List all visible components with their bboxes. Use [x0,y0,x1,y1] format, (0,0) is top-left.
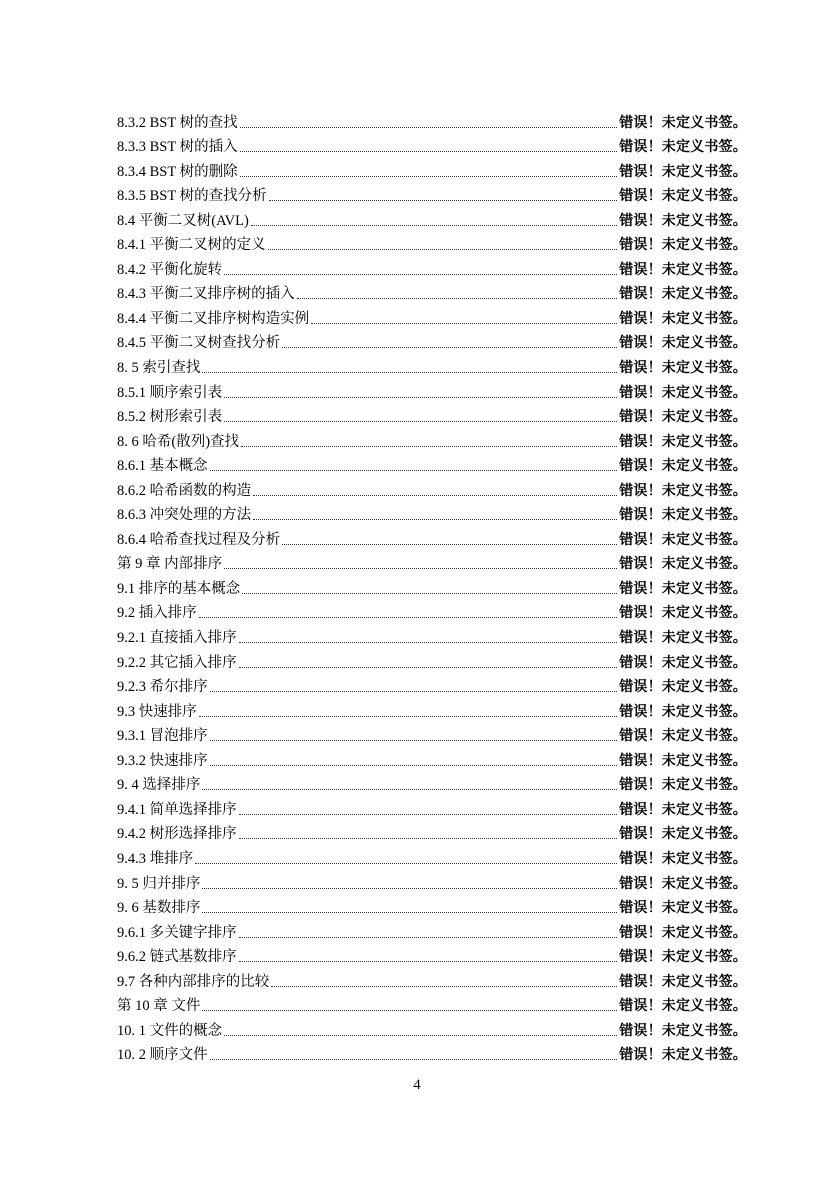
toc-entry-page-ref: 错误！未定义书签。 [619,482,747,499]
toc-entry-page-ref: 错误！未定义书签。 [619,826,747,843]
toc-entry-title: 9.2.3 希尔排序 [117,679,208,696]
toc-entry-title: 8.6.3 冲突处理的方法 [117,507,252,524]
toc-entry-title: 第 9 章 内部排序 [117,556,223,573]
toc-entry-page-ref: 错误！未定义书签。 [619,654,747,671]
toc-dot-leader [240,151,618,152]
toc-dot-leader [202,888,617,889]
toc-dot-leader [239,667,618,668]
toc-entry-page-ref: 错误！未定义书签。 [619,703,747,720]
toc-dot-leader [210,740,618,741]
toc-entry[interactable] [117,549,747,574]
toc-entry-title: 第 10 章 文件 [117,998,201,1015]
toc-entry-title: 8.3.3 BST 树的插入 [117,139,238,156]
toc-dot-leader [239,814,618,815]
toc-entry-title: 8.6.1 基本概念 [117,458,208,475]
toc-entry-page-ref: 错误！未定义书签。 [619,1047,747,1064]
toc-entry[interactable] [117,377,747,402]
toc-entry[interactable] [117,917,747,942]
toc-dot-leader [210,691,618,692]
toc-entry-page-ref: 错误！未定义书签。 [619,630,747,647]
toc-dot-leader [210,470,618,471]
toc-dot-leader [202,372,617,373]
toc-dot-leader [239,838,618,839]
toc-entry-page-ref: 错误！未定义书签。 [619,900,747,917]
toc-dot-leader [311,323,617,324]
toc-entry-title: 8.3.4 BST 树的删除 [117,163,238,180]
toc-dot-leader [202,789,617,790]
toc-entry-title: 9. 5 归并排序 [117,875,201,892]
toc-entry-title: 9.4.3 堆排序 [117,850,194,867]
toc-entry-title: 10. 2 顺序文件 [117,1047,208,1064]
toc-entry-title: 9.2 插入排序 [117,605,197,622]
toc-entry[interactable] [117,156,747,181]
toc-entry-title: 8. 6 哈希(散列)查找 [117,433,240,450]
toc-entry[interactable] [117,622,747,647]
toc-entry-page-ref: 错误！未定义书签。 [619,801,747,818]
toc-dot-leader [239,961,618,962]
toc-entry[interactable] [117,279,747,304]
toc-entry[interactable] [117,598,747,623]
toc-dot-leader [210,1059,618,1060]
toc-dot-leader [251,225,617,226]
toc-entry[interactable] [117,672,747,697]
toc-entry[interactable] [117,402,747,427]
toc-entry[interactable] [117,1015,747,1040]
toc-entry-page-ref: 错误！未定义书签。 [619,728,747,745]
toc-entry[interactable] [117,205,747,230]
toc-dot-leader [297,298,618,299]
toc-dot-leader [224,274,617,275]
toc-entry-page-ref: 错误！未定义书签。 [619,139,747,156]
toc-entry-title: 8.3.2 BST 树的查找 [117,114,238,131]
toc-entry[interactable] [117,991,747,1016]
toc-entry-title: 9.3 快速排序 [117,703,197,720]
toc-entry-page-ref: 错误！未定义书签。 [619,924,747,941]
toc-entry-page-ref: 错误！未定义书签。 [619,949,747,966]
toc-entry[interactable] [117,942,747,967]
toc-dot-leader [253,519,617,520]
toc-entry-page-ref: 错误！未定义书签。 [619,360,747,377]
toc-dot-leader [224,397,617,398]
toc-entry[interactable] [117,451,747,476]
toc-entry-title: 8.4.3 平衡二叉排序树的插入 [117,286,295,303]
toc-dot-leader [199,617,617,618]
toc-dot-leader [282,544,617,545]
toc-entry-title: 8.5.2 树形索引表 [117,409,223,426]
toc-entry-page-ref: 错误！未定义书签。 [619,384,747,401]
toc-entry[interactable] [117,181,747,206]
toc-dot-leader [239,937,618,938]
toc-entry[interactable] [117,819,747,844]
toc-entry-title: 9.3.1 冒泡排序 [117,728,208,745]
toc-dot-leader [224,568,617,569]
toc-entry[interactable] [117,868,747,893]
toc-entry-page-ref: 错误！未定义书签。 [619,458,747,475]
toc-dot-leader [202,912,617,913]
toc-entry-page-ref: 错误！未定义书签。 [619,409,747,426]
toc-dot-leader [224,1035,617,1036]
toc-entry[interactable] [117,573,747,598]
toc-entry-title: 9.4.1 简单选择排序 [117,801,237,818]
toc-entry-title: 9.7 各种内部排序的比较 [117,973,270,990]
toc-entry-page-ref: 错误！未定义书签。 [619,973,747,990]
toc-entry-page-ref: 错误！未定义书签。 [619,237,747,254]
toc-entry-title: 9.6.1 多关键字排序 [117,924,237,941]
toc-entry-page-ref: 错误！未定义书签。 [619,507,747,524]
toc-entry[interactable] [117,254,747,279]
toc-entry-page-ref: 错误！未定义书签。 [619,433,747,450]
toc-entry[interactable] [117,696,747,721]
toc-entry-page-ref: 错误！未定义书签。 [619,188,747,205]
toc-dot-leader [210,765,618,766]
toc-entry-page-ref: 错误！未定义书签。 [619,777,747,794]
toc-entry-page-ref: 错误！未定义书签。 [619,998,747,1015]
toc-entry-page-ref: 错误！未定义书签。 [619,556,747,573]
toc-entry[interactable] [117,745,747,770]
toc-entry[interactable] [117,107,747,132]
toc-entry-title: 8.4 平衡二叉树(AVL) [117,212,249,229]
toc-entry[interactable] [117,794,747,819]
toc-entry[interactable] [117,352,747,377]
toc-entry-title: 9.1 排序的基本概念 [117,580,241,597]
page-number: 4 [413,1077,421,1093]
toc-entry[interactable] [117,230,747,255]
toc-entry-page-ref: 错误！未定义书签。 [619,261,747,278]
toc-entry-title: 9.4.2 树形选择排序 [117,826,237,843]
toc-entry-page-ref: 错误！未定义书签。 [619,580,747,597]
toc-entry-page-ref: 错误！未定义书签。 [619,310,747,327]
toc-entry[interactable] [117,500,747,525]
toc-dot-leader [240,176,618,177]
toc-entry-title: 9. 4 选择排序 [117,777,201,794]
toc-entry-page-ref: 错误！未定义书签。 [619,605,747,622]
toc-entry-page-ref: 错误！未定义书签。 [619,752,747,769]
toc-entry[interactable] [117,647,747,672]
toc-entry-title: 8.6.4 哈希查找过程及分析 [117,531,281,548]
toc-entry[interactable] [117,966,747,991]
toc-entry-title: 8.3.5 BST 树的查找分析 [117,188,267,205]
toc-dot-leader [241,446,617,447]
toc-entry-title: 8.4.4 平衡二叉排序树构造实例 [117,310,310,327]
toc-entry-title: 8. 5 索引查找 [117,360,201,377]
toc-entry-title: 9.2.2 其它插入排序 [117,654,237,671]
toc-entry-page-ref: 错误！未定义书签。 [619,531,747,548]
toc-dot-leader [282,347,617,348]
toc-entry-page-ref: 错误！未定义书签。 [619,875,747,892]
toc-entry-page-ref: 错误！未定义书签。 [619,850,747,867]
toc-dot-leader [240,127,618,128]
toc-entry-title: 8.4.2 平衡化旋转 [117,261,223,278]
toc-dot-leader [253,495,617,496]
toc-entry-page-ref: 错误！未定义书签。 [619,679,747,696]
toc-dot-leader [202,1010,617,1011]
toc-entry[interactable] [117,893,747,918]
toc-entry[interactable] [117,328,747,353]
toc-entry-page-ref: 错误！未定义书签。 [619,212,747,229]
toc-dot-leader [195,863,617,864]
toc-entry-page-ref: 错误！未定义书签。 [619,335,747,352]
toc-entry-title: 8.4.1 平衡二叉树的定义 [117,237,266,254]
toc-entry[interactable] [117,843,747,868]
toc-entry-title: 8.5.1 顺序索引表 [117,384,223,401]
toc-dot-leader [269,200,618,201]
toc-dot-leader [268,249,618,250]
toc-dot-leader [242,593,617,594]
toc-entry[interactable] [117,721,747,746]
toc-entry-page-ref: 错误！未定义书签。 [619,163,747,180]
toc-entry[interactable] [117,132,747,157]
toc-entry[interactable] [117,303,747,328]
toc-entry-title: 9.3.2 快速排序 [117,752,208,769]
toc-entry[interactable] [117,1040,747,1065]
toc-entry-title: 8.6.2 哈希函数的构造 [117,482,252,499]
toc-dot-leader [271,986,617,987]
toc-dot-leader [199,716,617,717]
toc-entry[interactable] [117,475,747,500]
toc-entry-title: 8.4.5 平衡二叉树查找分析 [117,335,281,352]
toc-entry-page-ref: 错误！未定义书签。 [619,114,747,131]
toc-entry-title: 10. 1 文件的概念 [117,1022,223,1039]
toc-entry-page-ref: 错误！未定义书签。 [619,286,747,303]
toc-entry[interactable] [117,770,747,795]
toc-dot-leader [239,642,618,643]
toc-entry[interactable] [117,426,747,451]
toc-entry-title: 9.6.2 链式基数排序 [117,949,237,966]
toc-entry-title: 9.2.1 直接插入排序 [117,630,237,647]
toc-dot-leader [224,421,617,422]
table-of-contents [117,107,747,1064]
toc-entry[interactable] [117,524,747,549]
toc-entry-page-ref: 错误！未定义书签。 [619,1022,747,1039]
toc-entry-title: 9. 6 基数排序 [117,900,201,917]
